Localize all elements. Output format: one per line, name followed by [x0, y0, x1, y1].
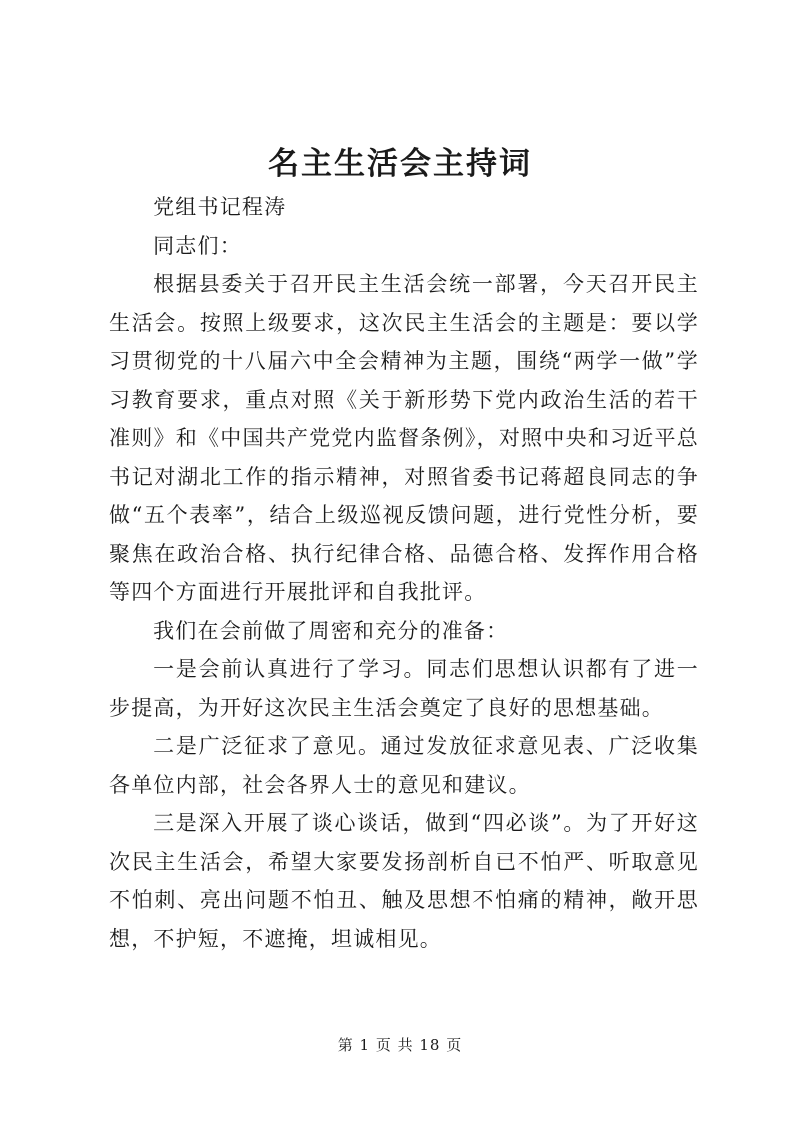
paragraph-point-three: 三是深入开展了谈心谈话，做到“四必谈”。为了开好这次民主生活会，希望大家要发扬剖析自已不怕严、听取意见不怕刺、亮出问题不怕丑、触及思想不怕痛的精神，敞开思想，不护短，不遮掩，坦诚相见。 [109, 811, 699, 951]
document-title: 名主生活会主持词 [268, 146, 532, 182]
page-footer: 第 1 页 共 18 页 [337, 1036, 463, 1054]
paragraph-theme: 根据县委关于召开民主生活会统一部署，今天召开民主生活会。按照上级要求，这次民主生活会的主题是：要以学习贯彻党的十八届六中全会精神为主题，围绕“两学一做”学习教育要求，重点对照《关于新形势下党内政治生活的若干准则》和《中国共产党党内监督条例》，对照中央和习近平总书记对湖北工作的指示精神，对照省委书记蒋超良同志的争做“五个表率”，结合上级巡视反馈问题，进行党性分析，要聚焦在政治合格、执行纪律合格、品德合格、发挥作用合格等四个方面进行开展批评和自我批评。 [109, 272, 699, 604]
paragraph-point-one: 一是会前认真进行了学习。同志们思想认识都有了进一步提高，为开好这次民主生活会奠定了良好的思想基础。 [109, 657, 699, 720]
document-body [109, 188, 699, 958]
paragraph-point-two: 二是广泛征求了意见。通过发放征求意见表、广泛收集各单位内部，社会各界人士的意见和建议。 [109, 734, 699, 797]
paragraph-greeting: 同志们： [153, 233, 242, 258]
paragraph-speaker: 党组书记程涛 [153, 195, 287, 219]
paragraph-preparation: 我们在会前做了周密和充分的准备： [153, 618, 509, 643]
